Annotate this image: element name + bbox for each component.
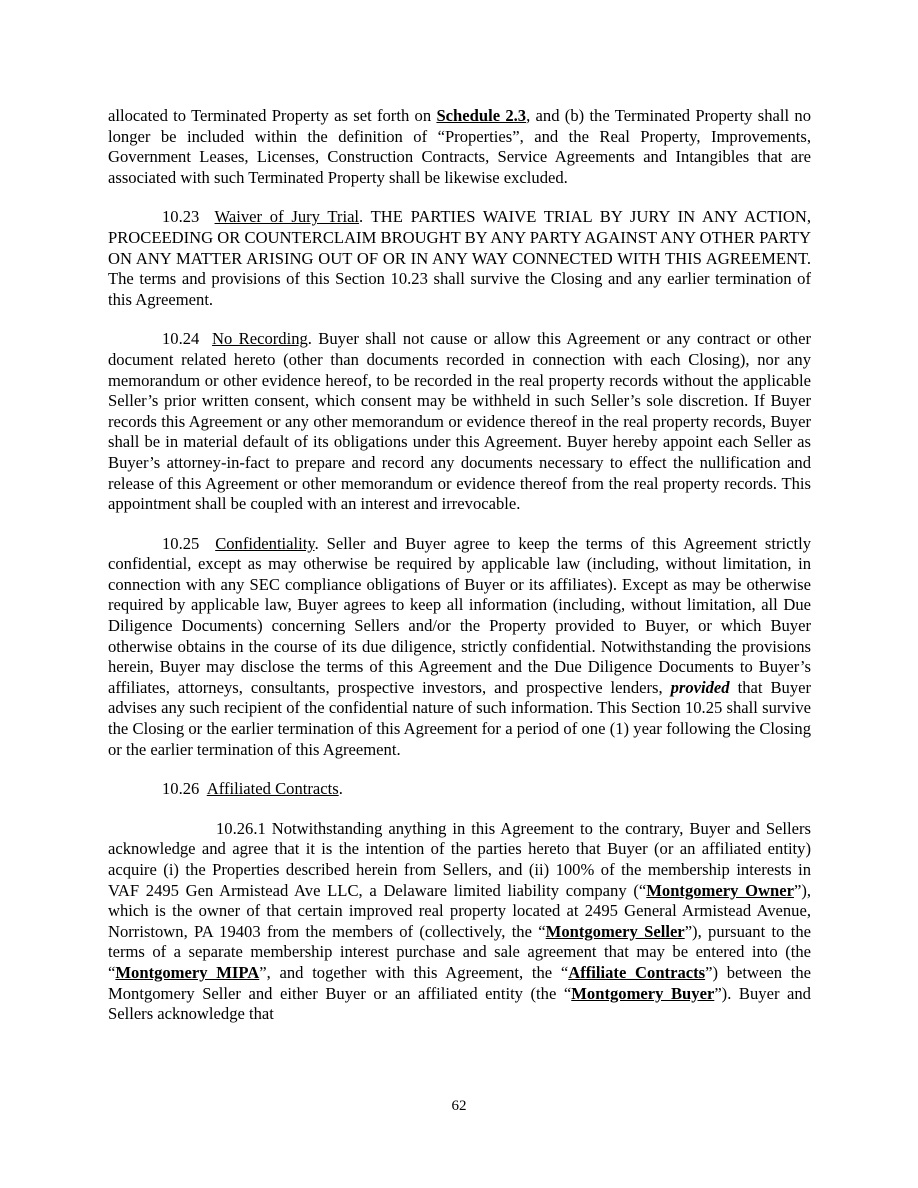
text: ”), pursuant to the terms of a separate membership interest purchase and sale agreement that may be entered into (the “ xyxy=(108,921,812,982)
document-page xyxy=(108,106,811,1044)
section-10-26-1 xyxy=(108,819,811,1025)
section-heading: No Recording xyxy=(212,329,308,349)
section-body: . Seller and Buyer agree to keep the terms of this Agreement strictly confidential, except as may otherwise be required by applicable law (including, without limitation, in connection with any SEC compliance obligations of Buyer or its affiliates). Except as may be otherwise required by applicable law, Buyer agrees to keep all information (including, without limitation, all Due Diligence Documents) concerning Sellers and/or the Property provided to Buyer, or which Buyer otherwise obtains in the course of its due diligence, strictly confidential. Notwithstanding the provisions herein, Buyer may disclose the terms of this Agreement and the Due Diligence Documents to Buyer’s affiliates, attorneys, consultants, prospective investors, and prospective lenders, xyxy=(108,533,811,697)
text: ”), which is the owner of that certain improved real property located at 2495 General Armistead Avenue, Norristown, PA 19403 from the members of (collectively, the “ xyxy=(108,880,812,941)
defined-term: Montgomery Seller xyxy=(545,921,685,941)
section-number: 10.24 xyxy=(162,329,200,349)
provided-term: provided xyxy=(670,677,730,697)
section-10-23 xyxy=(108,207,811,310)
defined-term: Montgomery Buyer xyxy=(571,983,715,1003)
section-heading: Affiliated Contracts xyxy=(206,779,339,799)
text: ”). Buyer and Sellers acknowledge that xyxy=(108,983,811,1024)
section-body: . THE PARTIES WAIVE TRIAL BY JURY IN ANY ACTION, PROCEEDING OR COUNTERCLAIM BROUGHT BY ANY PARTY AGAINST ANY OTHER PARTY ON ANY MATTER ARISING OUT OF OR IN ANY WAY CONNECTED WITH THIS AGREEMENT. The terms and provisions of this Section 10.23 shall survive the Closing and any earlier termination of this Agreement. xyxy=(108,207,811,309)
text: , and (b) the Terminated Property shall no longer be included within the definition of “Properties”, and the Real Property, Improvements, Government Leases, Licenses, Construction Contracts, Service Agreements and Intangibles that are associated with such Terminated Property shall be likewise excluded. xyxy=(108,106,812,187)
defined-term: Affiliate Contracts xyxy=(568,962,706,982)
section-10-25 xyxy=(108,534,811,761)
defined-term: Montgomery Owner xyxy=(646,880,794,900)
section-number: 10.23 xyxy=(162,207,200,227)
text: . xyxy=(338,779,343,799)
paragraph-terminated-property xyxy=(108,106,811,188)
section-10-26 xyxy=(108,779,811,800)
section-number: 10.26.1 xyxy=(216,818,266,838)
section-body: that Buyer advises any such recipient of the confidential nature of such information. This Section 10.25 shall survive the Closing or the earlier termination of this Agreement for a period of one (1) year following the Closing or the earlier termination of this Agreement. xyxy=(108,677,812,759)
section-body: . Buyer shall not cause or allow this Agreement or any contract or other document related hereto (other than documents recorded in connection with each Closing), nor any memorandum or other evidence hereof, to be recorded in the real property records without the applicable Seller’s prior written consent, which consent may be withheld in such Seller’s sole discretion. If Buyer records this Agreement or any other memorandum or evidence thereof in the real property records, Buyer shall be in material default of its obligations under this Agreement. Buyer hereby appoint each Seller as Buyer’s attorney-in-fact to prepare and record any documents necessary to effect the nullification and release of this Agreement or other memorandum or evidence thereof from the real property records. This appointment shall be coupled with an interest and irrevocable. xyxy=(108,329,811,514)
defined-term: Montgomery MIPA xyxy=(115,962,260,982)
section-heading: Waiver of Jury Trial xyxy=(214,207,360,227)
text: ”, and together with this Agreement, the “ xyxy=(259,962,569,982)
text: Notwithstanding anything in this Agreement to the contrary, Buyer and Sellers acknowledge and agree that it is the intention of the parties hereto that Buyer (or an affiliated entity) acquire (i) the Properties described herein from Sellers, and (ii) 100% of the membership interests in VAF 2495 Gen Armistead Ave LLC, a Delaware limited liability company (“ xyxy=(108,818,811,900)
text: ”) between the Montgomery Seller and either Buyer or an affiliated entity (the “ xyxy=(108,962,811,1003)
schedule-reference: Schedule 2.3 xyxy=(436,106,527,125)
text: allocated to Terminated Property as set forth on xyxy=(108,106,437,125)
page-number: 62 xyxy=(451,1098,467,1114)
section-heading: Confidentiality xyxy=(215,533,315,553)
section-number: 10.25 xyxy=(162,533,200,553)
section-10-24 xyxy=(108,329,811,514)
section-number: 10.26 xyxy=(162,779,200,799)
